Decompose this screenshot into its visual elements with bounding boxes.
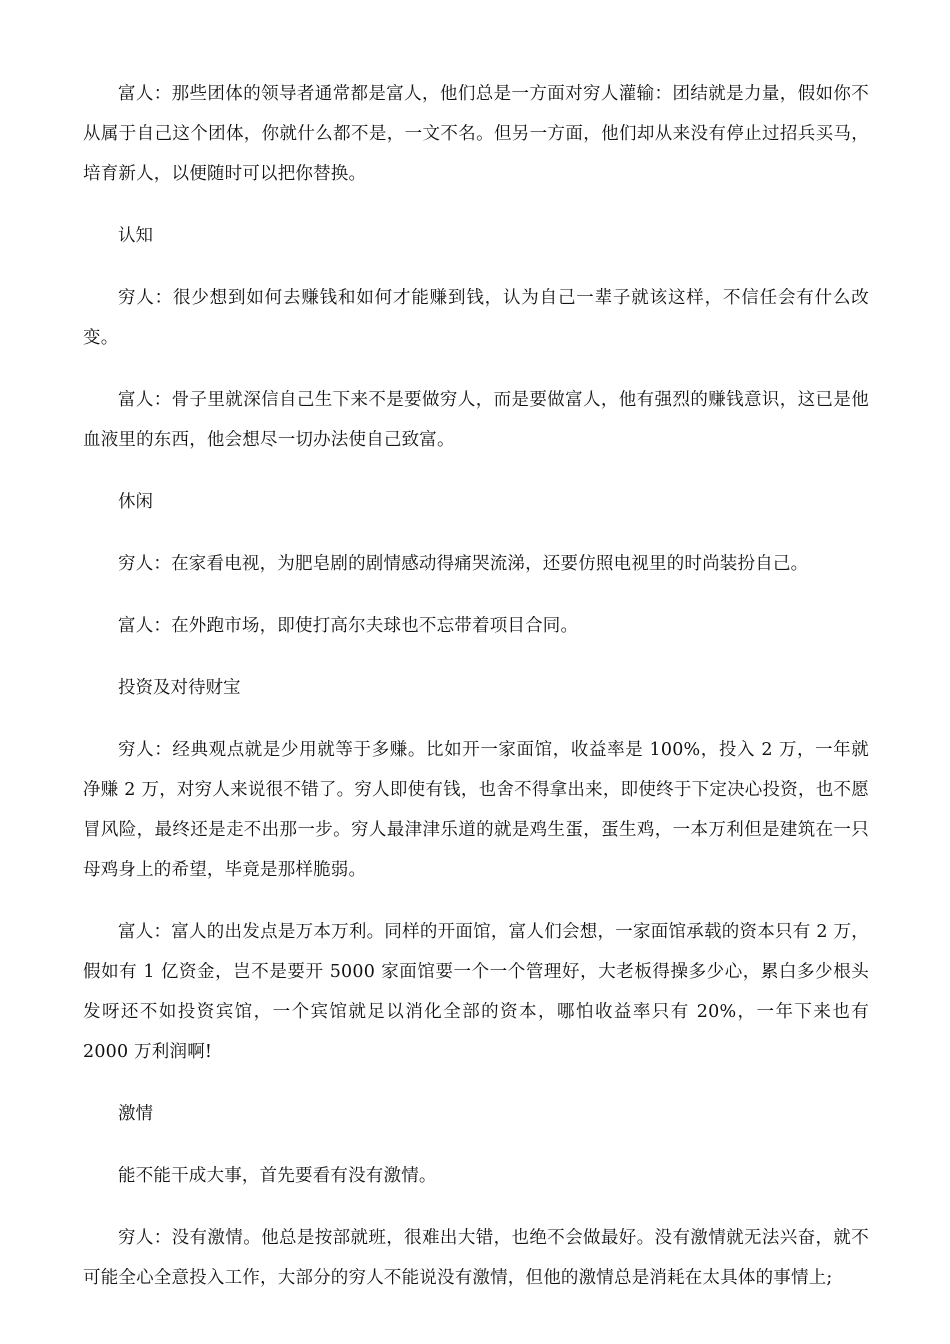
paragraph-poor-leisure: 穷人：在家看电视，为肥皂剧的剧情感动得痛哭流涕，还要仿照电视里的时尚装扮自己。 [118,554,809,574]
section-heading-leisure: 休闲 [118,492,153,512]
paragraph-poor-investment: 穷人：经典观点就是少用就等于多赚。比如开一家面馆，收益率是 100%，投入 2 万，一年就净赚 2 万，对穷人来说很不错了。穷人即使有钱，也舍不得拿出来，即使终于下定决心投资，也不愿冒风险，最终还是走不出那一步。穷人最津津乐道的就是鸡生蛋，蛋生鸡，一本万利但是建筑在一只母鸡身上的希望，毕竟是那样脆弱。 [83,740,869,880]
paragraph-rich-cognition: 富人：骨子里就深信自己生下来不是要做穷人，而是要做富人，他有强烈的赚钱意识，这已是他血液里的东西，他会想尽一切办法使自己致富。 [83,390,869,450]
paragraph-rich-investment: 富人：富人的出发点是万本万利。同样的开面馆，富人们会想，一家面馆承载的资本只有 2 万，假如有 1 亿资金，岂不是要开 5000 家面馆要一个一个管理好，大老板得操多少心，累白多少根头发呀还不如投资宾馆，一个宾馆就足以消化全部的资本，哪怕收益率只有 20%，一年下来也有 2000 万利润啊! [83,922,869,1062]
document-page [83,74,869,1320]
paragraph-poor-passion: 穷人：没有激情。他总是按部就班，很难出大错，也绝不会做最好。没有激情就无法兴奋，就不可能全心全意投入工作，大部分的穷人不能说没有激情，但他的激情总是消耗在太具体的事情上; [83,1228,869,1288]
paragraph-rich-leaders: 富人：那些团体的领导者通常都是富人，他们总是一方面对穷人灌输：团结就是力量，假如你不从属于自己这个团体，你就什么都不是，一文不名。但另一方面，他们却从来没有停止过招兵买马，培育新人，以便随时可以把你替换。 [83,84,869,184]
section-heading-investment: 投资及对待财宝 [118,678,241,698]
paragraph-poor-cognition: 穷人：很少想到如何去赚钱和如何才能赚到钱，认为自己一辈子就该这样，不信任会有什么改变。 [83,288,869,348]
paragraph-passion-intro: 能不能干成大事，首先要看有没有激情。 [118,1166,437,1186]
section-heading-passion: 激情 [118,1104,153,1124]
paragraph-rich-leisure: 富人：在外跑市场，即使打高尔夫球也不忘带着项目合同。 [118,616,579,636]
section-heading-cognition: 认知 [118,226,153,246]
